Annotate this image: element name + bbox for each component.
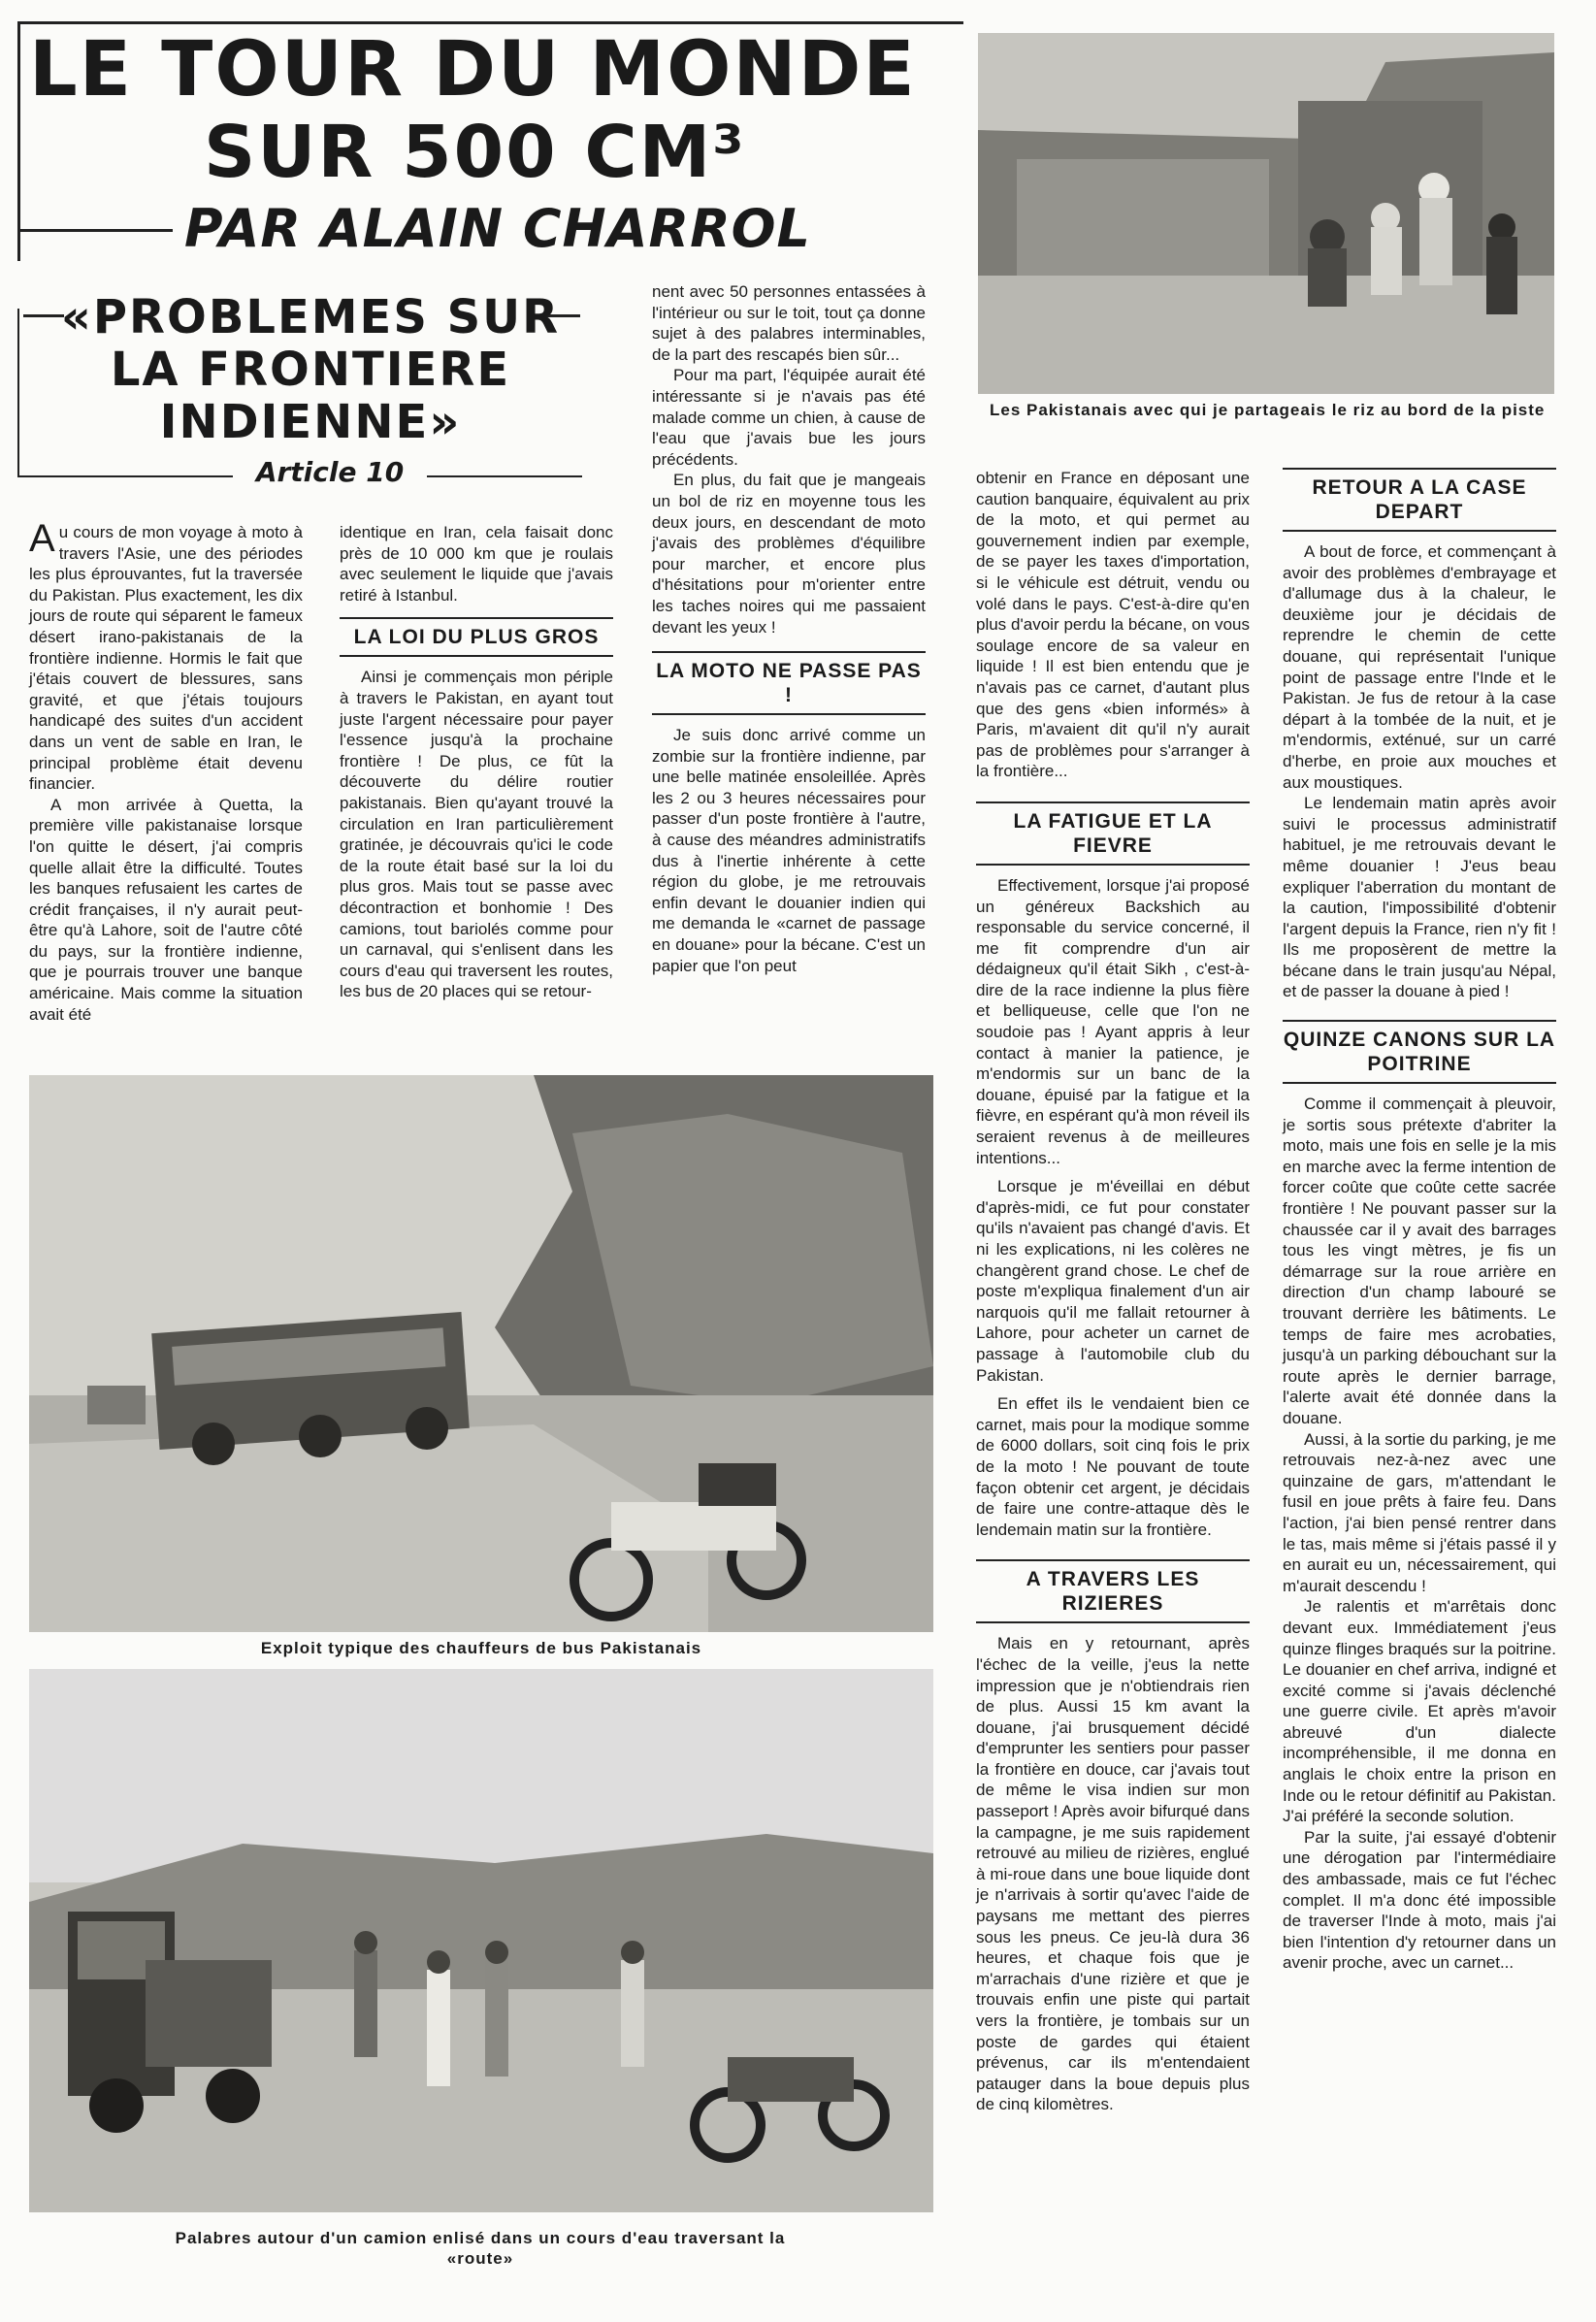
col5-paragraph-5: Je ralentis et m'arrêtais donc devant eux. Immédiatement j'eus quinze flinges braqués sur la poitrine. Le douanier en chef arriva, indigné et excité comme si j'avais déclenché une guerre civile. Et après m'avoir abreuvé d'un dialecte incompréhensible, il me donna en anglais le choix entre la prison en Inde ou le retour définitif au Pakistan. J'ai préféré la seconde solution. — [1283, 1597, 1556, 1826]
headline-line1: LE TOUR DU MONDE — [29, 26, 917, 114]
photo-bus-illustration — [29, 1075, 933, 1632]
col4-paragraph-3: Lorsque je m'éveillai en début d'après-midi, ce fut pour constater qu'ils n'avaient pas changé d'avis. Et ni les explications, ni les colères ne changèrent grand chose. Le chef de poste m'expliqua finalement d'un air narquois qu'il me fallait retourner à Lahore, pour acheter un carnet de passage à l'automobile club du Pakistan. — [976, 1177, 1250, 1385]
col3-paragraph-1: nent avec 50 personnes entassées à l'intérieur ou sur le toit, tout ça donne sujet à des palabres interminables, de la part des rescapés bien sûr... — [652, 282, 926, 364]
subhead-quinze-canons: QUINZE CANONS SUR LA POITRINE — [1283, 1020, 1556, 1084]
kicker-title-2: LA FRONTIERE — [110, 343, 511, 397]
photo-camion-enlise — [29, 1669, 933, 2212]
col2-paragraph-1: identique en Iran, cela faisait donc près de 10 000 km que je roulais avec seulement le liquide que j'avais retiré à Istanbul. — [340, 523, 613, 605]
subhead-retour-case-depart: RETOUR A LA CASE DEPART — [1283, 468, 1556, 532]
col1-paragraph-1: Au cours de mon voyage à moto à travers l'Asie, une des périodes les plus éprouvantes, fut la traversée du Pakistan. Plus exactement, les dix jours de route qui séparent le fameux désert irano-pakistanais de la frontière indienne. Hormis le fait que j'étais couvert de blessures, sans gravité, et que j'étais toujours handicapé des suites d'un accident dans un vent de sable en Iran, le principal problème était devenu financier. — [29, 517, 303, 794]
col5-paragraph-4: Aussi, à la sortie du parking, je me retrouvais nez-à-nez avec une quinzaine de gars, m'attendant le fusil en joue prêts à faire feu. Dans l'action, j'ai bien pensé rentrer dans le tas, mais même si j'étais passé il y en aurait eu un, nécessairement, qui m'aurait descendu ! — [1283, 1429, 1556, 1595]
column-5 — [1283, 468, 1556, 1974]
byline: PAR ALAIN CHARROL — [184, 198, 811, 259]
kicker-title-1: «PROBLEMES SUR — [60, 290, 561, 344]
caption-middle-photo: Exploit typique des chauffeurs de bus Pakistanais — [260, 1639, 702, 1657]
caption-top-photo: Les Pakistanais avec qui je partageais le riz au bord de la piste — [990, 401, 1546, 419]
column-3 — [652, 281, 926, 976]
photo-camion-illustration — [29, 1669, 933, 2212]
col4-paragraph-1: obtenir en France en déposant une caution banquaire, équivalent au prix de la moto, et qui permet au gouvernement indien par exemple, de se payer les taxes d'importation, si le véhicule est détruit, vendu ou volé dans le pays. C'est-à-dire qu'en plus d'avoir perdu la bécane, on vous soulage encore de sa valeur en liquide ! Il est bien entendu que je n'avais pas ce carnet, d'autant plus que des gens «bien informés» à Paris, m'avaient dit qu'il n'y aurait pas de problèmes pour s'arranger à la frontière... — [976, 469, 1250, 781]
photo-bus-renverse — [29, 1075, 933, 1632]
kicker-title-3: INDIENNE» — [159, 395, 462, 449]
headline-rule — [17, 229, 173, 232]
col5-paragraph-2: Le lendemain matin après avoir suivi le processus administratif habituel, je me retrouvais devant le même douanier ! J'eus beau expliquer l'aberration du montant de la caution, l'impossibilité d'obtenir l'argent depuis la France, rien n'y fit ! Ils me proposèrent de mettre la bécane dans le train jusqu'au Népal, et de passer la douane à pied ! — [1283, 794, 1556, 1001]
subhead-fatigue-fievre: LA FATIGUE ET LA FIEVRE — [976, 801, 1250, 866]
photo-village-illustration — [978, 33, 1554, 394]
col4-paragraph-2: Effectivement, lorsque j'ai proposé un généreux Backshich au responsable du service concerné, il me fit comprendre d'un air dédaigneux qu'il était Sikh , c'est-à-dire de la race indienne la plus fière et belliqueuse, celle que l'on ne soudoie pas ! Ayant appris à leur contact à manier la patience, je m'endormis sur un banc de la douane, épuisé par la fatigue et la fièvre, en espérant qu'à mon réveil ils seraient revenus à de meilleures intentions... — [976, 875, 1250, 1167]
subhead-moto-ne-passe-pas: LA MOTO NE PASSE PAS ! — [652, 651, 926, 715]
col1-paragraph-2: A mon arrivée à Quetta, la première ville pakistanaise lorsque l'on quitte le désert, j'ai compris quelle allait être la difficulté. Toutes les banques refusaient les cartes de crédit françaises, il n'y aurait peut-être qu'à Lahore, soit de l'autre côté du pays, sur la frontière indienne, que je pourrais trouver une banque américaine. Mais comme la situation avait été — [29, 795, 303, 1024]
subhead-loi-du-plus-gros: LA LOI DU PLUS GROS — [340, 617, 613, 657]
col5-paragraph-6: Par la suite, j'ai essayé d'obtenir une dérogation par l'intermédiaire des ambassade, mais ce fut l'échec complet. Il m'a donc été impossible de traverser l'Inde à moto, mais j'ai bien l'intention d'y retourner dans un avenir proche, avec un carnet... — [1283, 1827, 1556, 1973]
photo-pakistanais-riz — [978, 33, 1554, 394]
col5-paragraph-3: Comme il commençait à pleuvoir, je sortis sous prétexte d'abriter la moto, mais une fois en selle je la mis en marche avec la ferme intention de forcer coûte que coûte cette sacrée frontière ! Ne pouvant passer sur la chaussée car il y avait des barrages tous les vingt mètres, je fis un démarrage sur la roue arrière en direction d'un champ labouré se trouvant derrière les bâtiments. Le temps de faire mes acrobaties, jusqu'à un parking débouchant sur la route après le dernier barrage, l'alerte avait été donnée dans la douane. — [1283, 1095, 1556, 1427]
headline-line2: SUR 500 CM³ — [204, 111, 746, 194]
col3-paragraph-3: En plus, du fait que je mangeais un bol de riz en moyenne tous les deux jours, en descendant de moto j'avais des problèmes d'équilibre pour marcher, et encore plus d'hésitations pour m'orienter entre les taches noires qui me passaient devant les yeux ! — [652, 471, 926, 637]
column-1 — [29, 517, 303, 1025]
col4-paragraph-5: Mais en y retournant, après l'échec de la veille, j'eus la nette impression que je n'obtiendrais rien de plus. Aussi 15 km avant la douane, j'ai brusquement décidé d'emprunter les sentiers pour passer la frontière en douce, car j'avais tout de même le visa indien sur mon passeport ! Après avoir bifurqué dans la campagne, je me suis rapidement retrouvé au milieu de rizières, englué à mi-roue dans une boue liquide dont je n'arrivais à sortir qu'avec l'aide de paysans me mettant des pierres sous les pneus. Ce jeu-là dura 36 heures, et chaque fois que je m'arrachais d'une rizière et que je trouvais enfin une piste qui partait vers la frontière, je tombais sur un poste de gardes qui étaient prévenus, car ils m'entendaient patauger dans la boue depuis plus de cinq kilomètres. — [976, 1634, 1250, 2114]
col5-paragraph-1: A bout de force, et commençant à avoir des problèmes d'embrayage et d'allumage dus à la chaleur, le deuxième jour je décidais de reprendre le chemin de cette douane, qui représentait l'unique point de passage entre l'Inde et le Pakistan. Je fus de retour à la case départ à la tombée de la nuit, et je m'endormis, exténué, sur un carré d'herbe, en proie aux mouches et aux moustiques. — [1283, 542, 1556, 792]
column-2 — [340, 522, 613, 1002]
caption-bottom-photo: Palabres autour d'un camion enlisé dans un cours d'eau traversant la «route» — [175, 2229, 786, 2268]
drop-cap: A — [29, 517, 55, 560]
col2-paragraph-2: Ainsi je commençais mon périple à travers le Pakistan, en ayant tout juste l'argent nécessaire pour payer l'essence jusqu'à la prochaine frontière ! De plus, ce fût la découverte du délire routier pakistanais. Bien qu'ayant trouvé la circulation en Iran particulièrement gratinée, je découvrais qu'ici le code de la route était basé sur la loi du plus gros. Mais tout se passe avec décontraction et bonhomie ! Des camions, tout bariolés comme pour un carnaval, qui s'enlisent dans les cours d'eau qui traversent les routes, les bus de 20 places qui se retour- — [340, 668, 613, 1001]
col3-paragraph-4: Je suis donc arrivé comme un zombie sur la frontière indienne, par une belle matinée ensoleillée. Après les 2 ou 3 heures nécessaires pour passer d'un poste frontière à l'autre, à cause des méandres administratifs dus à l'inertie inhérente à cette région du globe, je me retrouvais enfin devant le douanier indien qui me demanda le «carnet de passage en douane» pour la bécane. C'est un papier que l'on peut — [652, 726, 926, 975]
col4-paragraph-4: En effet ils le vendaient bien ce carnet, mais pour la modique somme de 6000 dollars, soit cinq fois le prix de la moto ! Ne pouvant de toute façon obtenir cet argent, je décidais de faire une contre-attaque dès le lendemain matin sur la frontière. — [976, 1394, 1250, 1539]
col3-paragraph-2: Pour ma part, l'équipée aurait été intéressante si je n'avais pas été malade comme un chien, à cause de l'eau que j'avais bue les jours précédents. — [652, 366, 926, 469]
column-4 — [976, 468, 1250, 2115]
subhead-a-travers-les-rizieres: A TRAVERS LES RIZIERES — [976, 1559, 1250, 1623]
article-number: Article 10 — [233, 456, 427, 489]
